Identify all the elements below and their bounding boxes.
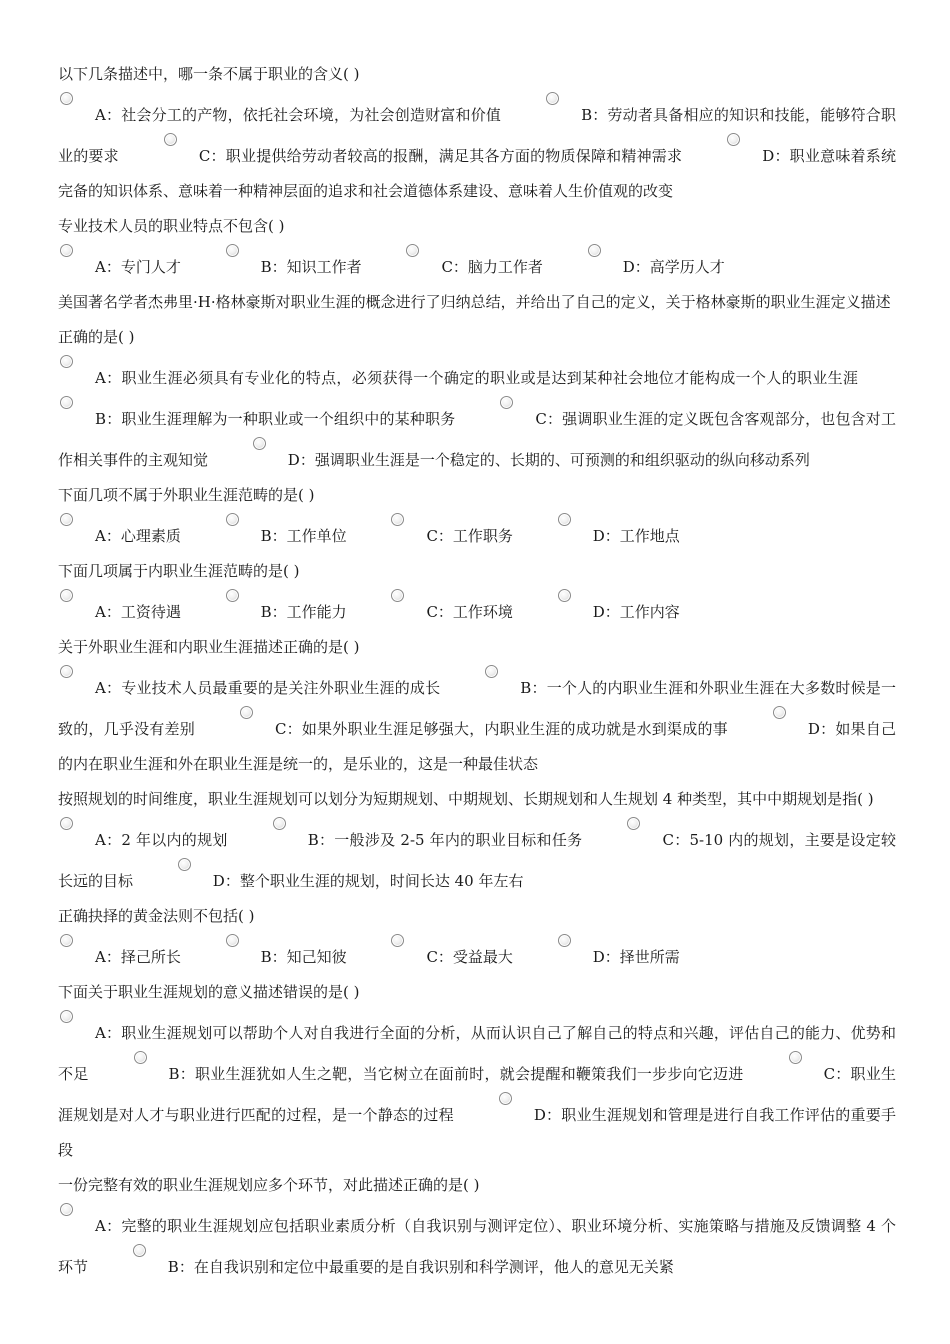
option-b: B：在自我识别和定位中最重要的是自我识别和科学测评，他人的意见无关紧	[131, 1258, 712, 1276]
option-a: A：心理素质	[58, 527, 219, 545]
radio-icon[interactable]	[60, 92, 73, 105]
option-b: B：劳动者具备相应的知识和技能，能够符合职业的要求	[58, 106, 896, 165]
option-c: C：受益最大	[389, 948, 550, 966]
radio-icon[interactable]	[60, 244, 73, 257]
radio-icon[interactable]	[60, 589, 73, 602]
question-stem: 下面几项属于内职业生涯范畴的是( )	[58, 562, 300, 580]
option-d: D：如果自己的内在职业生涯和外在职业生涯是统一的，是乐业的，这是一种最佳状态	[58, 720, 896, 773]
question-stem: 美国著名学者杰弗里·H·格林豪斯对职业生涯的概念进行了归纳总结，并给出了自己的定义，关于格林豪斯的职业生涯定义描述正确的是( )	[58, 293, 891, 346]
radio-icon[interactable]	[558, 934, 571, 947]
option-d: D：整个职业生涯的规划，时间长达 40 年左右	[176, 872, 562, 890]
question-2	[58, 209, 896, 285]
radio-icon[interactable]	[588, 244, 601, 257]
radio-icon[interactable]	[558, 589, 571, 602]
option-d: D：工作内容	[556, 603, 718, 621]
option-a: A：职业生涯必须具有专业化的特点，必须获得一个确定的职业或是达到某种社会地位才能构成一个人的职业生涯	[58, 369, 896, 387]
option-a: A：专门人才	[58, 258, 219, 276]
radio-icon[interactable]	[485, 665, 498, 678]
options	[58, 355, 896, 478]
radio-icon[interactable]	[60, 1203, 73, 1216]
radio-icon[interactable]	[727, 133, 740, 146]
radio-icon[interactable]	[226, 934, 239, 947]
radio-icon[interactable]	[60, 355, 73, 368]
radio-icon[interactable]	[558, 513, 571, 526]
option-b: B：职业生涯理解为一种职业或一个组织中的某种职务	[58, 410, 493, 428]
option-b: B：一个人的内职业生涯和外职业生涯在大多数时候是一致的，几乎没有差别	[58, 679, 896, 738]
question-6	[58, 630, 896, 782]
radio-icon[interactable]	[391, 513, 404, 526]
options	[58, 817, 896, 899]
radio-icon[interactable]	[273, 817, 286, 830]
option-a: A：社会分工的产物，依托社会环境，为社会创造财富和价值	[58, 106, 539, 124]
option-b: B：职业生涯犹如人生之靶，当它树立在面前时，就会提醒和鞭策我们一步步向它迈进	[132, 1065, 782, 1083]
options	[58, 934, 896, 975]
option-c: C：工作职务	[389, 527, 550, 545]
question-list	[58, 57, 896, 1285]
radio-icon[interactable]	[499, 1092, 512, 1105]
radio-icon[interactable]	[226, 589, 239, 602]
radio-icon[interactable]	[134, 1051, 147, 1064]
option-a: A：工资待遇	[58, 603, 219, 621]
radio-icon[interactable]	[627, 817, 640, 830]
question-4	[58, 478, 896, 554]
radio-icon[interactable]	[60, 934, 73, 947]
options	[58, 589, 896, 630]
options	[58, 92, 896, 209]
radio-icon[interactable]	[789, 1051, 802, 1064]
option-b: B：知己知彼	[224, 948, 385, 966]
option-d: D：职业生涯规划和管理是进行自我工作评估的重要手段	[58, 1106, 896, 1159]
question-stem: 一份完整有效的职业生涯规划应多个环节，对此描述正确的是( )	[58, 1176, 480, 1194]
question-stem: 下面关于职业生涯规划的意义描述错误的是( )	[58, 983, 360, 1001]
option-c: C：职业生涯规划是对人才与职业进行匹配的过程，是一个静态的过程	[58, 1065, 896, 1124]
radio-icon[interactable]	[60, 665, 73, 678]
option-c: C：脑力工作者	[404, 258, 580, 276]
radio-icon[interactable]	[391, 589, 404, 602]
radio-icon[interactable]	[240, 706, 253, 719]
radio-icon[interactable]	[133, 1244, 146, 1257]
options	[58, 244, 896, 285]
question-8	[58, 899, 896, 975]
question-stem: 按照规划的时间维度，职业生涯规划可以划分为短期规划、中期规划、长期规划和人生规划 4 种类型，其中中期规划是指( )	[58, 790, 874, 808]
question-stem: 关于外职业生涯和内职业生涯描述正确的是( )	[58, 638, 360, 656]
question-9	[58, 975, 896, 1168]
option-c: C：工作环境	[389, 603, 550, 621]
radio-icon[interactable]	[60, 817, 73, 830]
option-a: A：2 年以内的规划	[58, 831, 266, 849]
radio-icon[interactable]	[60, 396, 73, 409]
option-d: D：职业意味着系统完备的知识体系、意味着一种精神层面的追求和社会道德体系建设、意味着人生价值观的改变	[58, 147, 896, 200]
options	[58, 665, 896, 782]
option-c: C：5-10 内的规划，主要是设定较长远的目标	[58, 831, 896, 890]
option-d: D：择世所需	[556, 948, 718, 966]
radio-icon[interactable]	[164, 133, 177, 146]
option-c: C：职业提供给劳动者较高的报酬，满足其各方面的物质保障和精神需求	[162, 147, 720, 165]
question-stem: 正确抉择的黄金法则不包括( )	[58, 907, 255, 925]
question-7	[58, 782, 896, 899]
radio-icon[interactable]	[773, 706, 786, 719]
question-3	[58, 285, 896, 478]
option-c: C：如果外职业生涯足够强大，内职业生涯的成功就是水到渠成的事	[238, 720, 766, 738]
radio-icon[interactable]	[226, 513, 239, 526]
question-stem: 专业技术人员的职业特点不包含( )	[58, 217, 285, 235]
question-stem: 以下几条描述中，哪一条不属于职业的含义( )	[58, 65, 360, 83]
radio-icon[interactable]	[500, 396, 513, 409]
radio-icon[interactable]	[546, 92, 559, 105]
radio-icon[interactable]	[226, 244, 239, 257]
option-b: B：知识工作者	[224, 258, 400, 276]
question-1	[58, 57, 896, 209]
option-d: D：工作地点	[556, 527, 718, 545]
option-a: A：完整的职业生涯规划应包括职业素质分析（自我识别与测评定位）、职业环境分析、实施策略与措施及反馈调整 4 个环节	[58, 1217, 896, 1276]
option-a: A：专业技术人员最重要的是关注外职业生涯的成长	[58, 679, 478, 697]
question-stem: 下面几项不属于外职业生涯范畴的是( )	[58, 486, 315, 504]
option-a: A：择己所长	[58, 948, 219, 966]
option-d: D：强调职业生涯是一个稳定的、长期的、可预测的和组织驱动的纵向移动系列	[251, 451, 848, 469]
radio-icon[interactable]	[178, 858, 191, 871]
option-d: D：高学历人才	[586, 258, 763, 276]
radio-icon[interactable]	[391, 934, 404, 947]
option-a: A：职业生涯规划可以帮助个人对自我进行全面的分析，从而认识自己了解自己的特点和兴趣，评估自己的能力、优势和不足	[58, 1024, 896, 1083]
options	[58, 513, 896, 554]
question-5	[58, 554, 896, 630]
option-b: B：工作能力	[224, 603, 385, 621]
option-b: B：工作单位	[224, 527, 385, 545]
radio-icon[interactable]	[253, 437, 266, 450]
radio-icon[interactable]	[406, 244, 419, 257]
option-b: B：一般涉及 2-5 年内的职业目标和任务	[271, 831, 621, 849]
option-c: C：强调职业生涯的定义既包含客观部分，也包含对工作相关事件的主观知觉	[58, 410, 896, 469]
options	[58, 1010, 896, 1168]
question-10	[58, 1168, 896, 1285]
radio-icon[interactable]	[60, 1010, 73, 1023]
radio-icon[interactable]	[60, 513, 73, 526]
options	[58, 1203, 896, 1285]
